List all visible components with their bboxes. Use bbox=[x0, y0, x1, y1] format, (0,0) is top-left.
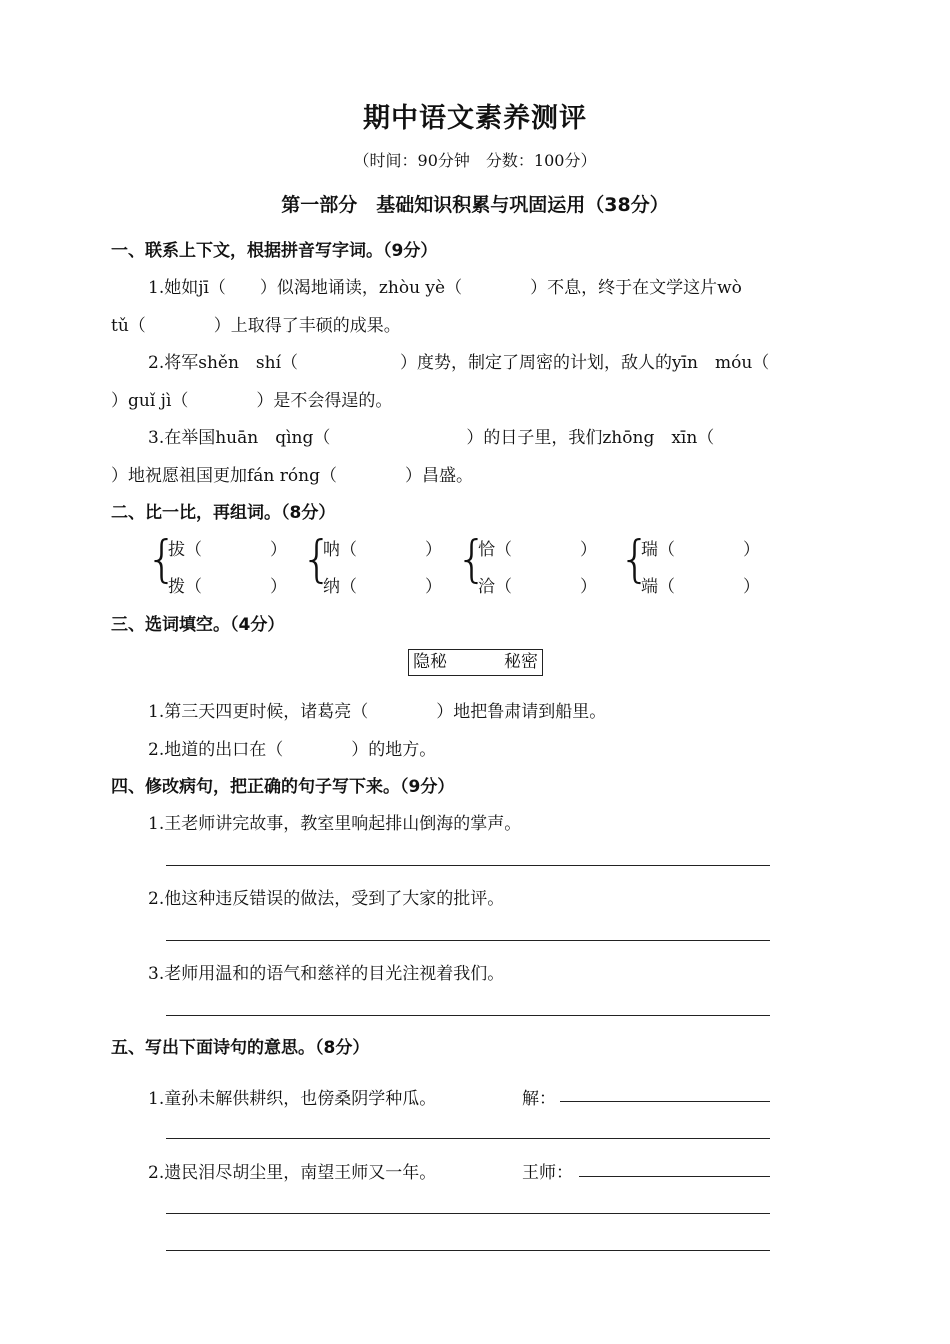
answer-line[interactable] bbox=[166, 865, 770, 866]
section-heading-5: 五、写出下面诗句的意思。（8分） bbox=[111, 1038, 370, 1058]
part-title: 第一部分 基础知识积累与巩固运用（38分） bbox=[281, 194, 669, 216]
question-line: 2.他这种违反错误的做法，受到了大家的批评。 bbox=[148, 889, 505, 909]
brace-icon: { bbox=[146, 530, 178, 588]
word-option: 隐秘 bbox=[413, 652, 447, 672]
word-pair-bottom: 洽（ ） bbox=[478, 577, 597, 597]
question-line: 1.第三天四更时候，诸葛亮（ ）地把鲁肃请到船里。 bbox=[148, 702, 607, 722]
section-heading-4: 四、修改病句，把正确的句子写下来。（9分） bbox=[111, 777, 455, 797]
answer-label: 解： bbox=[522, 1089, 556, 1109]
word-pair-bottom: 拨（ ） bbox=[168, 577, 287, 597]
exam-info: （时间：90分钟 分数：100分） bbox=[353, 151, 597, 170]
word-pair-bottom: 端（ ） bbox=[641, 577, 760, 597]
section-heading-2: 二、比一比，再组词。（8分） bbox=[111, 503, 336, 523]
section-heading-1: 一、联系上下文，根据拼音写字词。（9分） bbox=[111, 241, 438, 261]
question-line: 1.童孙未解供耕织，也傍桑阴学种瓜。 bbox=[148, 1089, 437, 1109]
answer-line[interactable] bbox=[166, 1138, 770, 1139]
question-line: 2.地道的出口在（ ）的地方。 bbox=[148, 740, 437, 760]
answer-line[interactable] bbox=[166, 940, 770, 941]
question-line: 2.将军shěn shí（ ）度势，制定了周密的计划，敌人的yīn móu（ bbox=[148, 353, 770, 373]
answer-line[interactable] bbox=[166, 1250, 770, 1251]
word-pair-top: 呐（ ） bbox=[323, 540, 442, 560]
question-line: 3.在举国huān qìng（ ）的日子里，我们zhōng xīn（ bbox=[148, 428, 715, 448]
word-pair-bottom: 纳（ ） bbox=[323, 577, 442, 597]
brace-icon: { bbox=[301, 530, 333, 588]
question-line: ）地祝愿祖国更加fán róng（ ）昌盛。 bbox=[111, 466, 473, 486]
answer-line[interactable] bbox=[579, 1176, 770, 1177]
question-line: 1.她如jī（ ）似渴地诵读，zhòu yè（ ）不息，终于在文学这片wò bbox=[148, 278, 742, 298]
answer-line[interactable] bbox=[166, 1015, 770, 1016]
answer-line[interactable] bbox=[166, 1213, 770, 1214]
brace-icon: { bbox=[456, 530, 488, 588]
word-option: 秘密 bbox=[504, 652, 538, 672]
page-title: 期中语文素养测评 bbox=[363, 103, 587, 134]
question-line: ）guǐ jì（ ）是不会得逞的。 bbox=[111, 391, 393, 411]
answer-label: 王师： bbox=[522, 1163, 573, 1183]
word-pair-top: 拔（ ） bbox=[168, 540, 287, 560]
question-line: 3.老师用温和的语气和慈祥的目光注视着我们。 bbox=[148, 964, 505, 984]
question-line: 1.王老师讲完故事，教室里响起排山倒海的掌声。 bbox=[148, 814, 522, 834]
word-pair-top: 恰（ ） bbox=[478, 540, 597, 560]
question-line: tǔ（ ）上取得了丰硕的成果。 bbox=[111, 316, 401, 336]
brace-icon: { bbox=[619, 530, 651, 588]
question-line: 2.遗民泪尽胡尘里，南望王师又一年。 bbox=[148, 1163, 437, 1183]
word-bank-box bbox=[408, 649, 543, 676]
answer-line[interactable] bbox=[560, 1101, 770, 1102]
word-pair-top: 瑞（ ） bbox=[641, 540, 760, 560]
section-heading-3: 三、选词填空。（4分） bbox=[111, 615, 285, 635]
